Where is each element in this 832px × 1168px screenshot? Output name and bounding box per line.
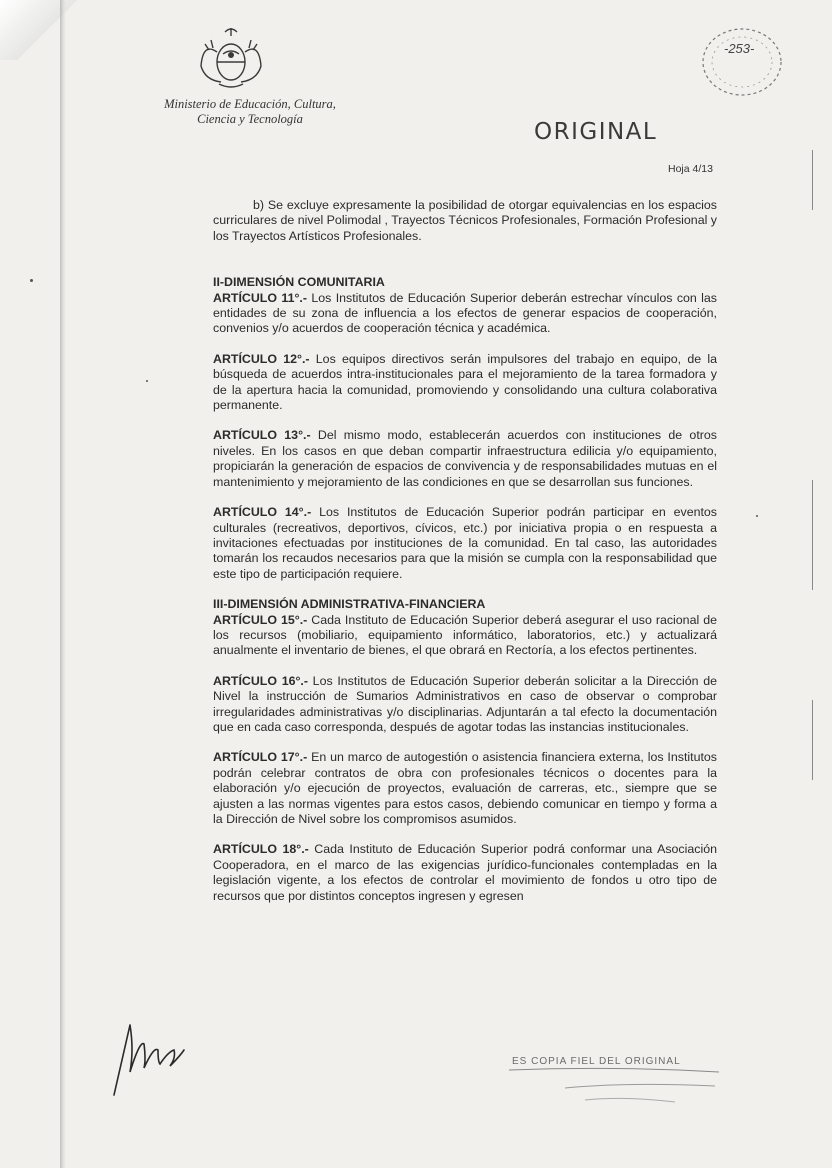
handwritten-signature (100, 1010, 200, 1110)
article-label: ARTÍCULO 12°.- (213, 351, 310, 366)
document-body (213, 198, 717, 919)
round-stamp-icon (700, 26, 784, 98)
article-text: Los Institutos de Educación Superior deberán solicitar a la Dirección de Nivel la instrucción de Sumarios Administrativos en caso de observar o comprobar irregularidades administrativas y/o disciplinarias. Adjuntarán a tal efecto la documentación que en cada caso corresponda, después de agotar todas las instancias institucionales. (213, 673, 717, 734)
article-text: Los equipos directivos serán impulsores del trabajo en equipo, de la búsqueda de acuerdos intra-institucionales para el mejoramiento de la tarea formadora y de la apertura hacia la comunidad, promoviendo y consolidando una cultura colaborativa permanente. (213, 351, 718, 413)
article-text: Los Institutos de Educación Superior podrán participar en eventos culturales (recreativos, deportivos, cívicos, etc.) por iniciativa propia o en respuesta a invitaciones efectuadas por instituciones de la comunidad. En tal caso, las autoridades tomarán los recaudos necesarios para que la misión se cumpla con la responsabilidad que este tipo de participación requiere. (213, 505, 718, 581)
article-label: ARTÍCULO 18°.- (213, 842, 309, 857)
article-17 (213, 750, 717, 827)
article-11 (213, 291, 717, 337)
article-label: ARTÍCULO 14°.- (213, 505, 312, 520)
article-label: ARTÍCULO 13°.- (213, 428, 311, 443)
section-title-administrativa: III-DIMENSIÓN ADMINISTRATIVA-FINANCIERA (213, 597, 486, 612)
folded-corner (0, 0, 110, 60)
ministry-line-1: Ministerio de Educación, Cultura, (164, 97, 336, 111)
article-13 (213, 428, 717, 490)
original-stamp: ORIGINAL (534, 119, 658, 145)
section-title-comunitaria: II-DIMENSIÓN COMUNITARIA (213, 275, 385, 290)
article-label: ARTÍCULO 16°.- (213, 673, 308, 688)
article-12 (213, 352, 717, 414)
page-number: Hoja 4/13 (668, 163, 713, 175)
intro-paragraph: b) Se excluye expresamente la posibilidad de otorgar equivalencias en los espacios curriculares de nivel Polimodal , Trayectos Técnicos Profesionales, Formación Profesional y los Trayectos Artísticos Profesionales. (213, 198, 717, 243)
article-text: Del mismo modo, establecerán acuerdos con instituciones de otros niveles. En los casos en que deban compartir infraestructura edilicia y/o equipamiento, propiciarán la generación de espacios de convivencia y de responsabilidades mutuas en el mantenimiento y mejoramiento de las condiciones en que se desarrollan sus funciones. (213, 428, 717, 489)
ministry-line-2: Ciencia y Tecnología (197, 112, 303, 126)
scan-speck (756, 515, 758, 517)
article-16 (213, 674, 717, 736)
article-text: Cada Instituto de Educación Superior podrá conformar una Asociación Cooperadora, en el marco de las exigencias jurídico-funcionales contempladas en la legislación vigente, a los efectos de controlar el movimiento de fondos u otro tipo de recursos que por distintos conceptos ingresen y egresen (213, 842, 717, 903)
article-label: ARTÍCULO 17°.- (213, 750, 308, 765)
scan-mark (812, 150, 813, 210)
ministry-name (120, 97, 380, 127)
article-text: Los Institutos de Educación Superior deberán estrechar vínculos con las entidades de su zona de influencia a los efectos de generar espacios de cooperación, convenios y/o acuerdos de cooperación técnica y académica. (213, 290, 717, 336)
article-18 (213, 842, 717, 904)
scan-mark (812, 700, 813, 780)
article-text: Cada Instituto de Educación Superior deberá asegurar el uso racional de los recursos (mobiliario, equipamiento informático, laboratorios, etc.) y actualizará anualmente el inventario de bienes, el que obrará en Rectoría, a los efectos pertinentes. (213, 612, 717, 658)
article-15 (213, 613, 717, 659)
scan-speck (30, 279, 33, 282)
article-label: ARTÍCULO 11°.- (213, 290, 307, 305)
article-label: ARTÍCULO 15°.- (213, 612, 308, 627)
article-14 (213, 505, 717, 582)
scan-speck (146, 380, 148, 382)
scan-mark (812, 480, 813, 590)
article-text: En un marco de autogestión o asistencia financiera externa, los Institutos podrán celebrar contratos de obra con profesionales técnicos o docentes para la elaboración y/o ejecución de proyectos, evaluación de carreras, etc., siempre que se ajusten a las normas vigentes para estos casos, debiendo comunicar en tiempo y forma a la Dirección de Nivel sobre los compromisos asumidos. (213, 750, 717, 826)
binding-edge (60, 0, 66, 1168)
certification-stamp-text: ES COPIA FIEL DEL ORIGINAL (512, 1056, 681, 1067)
coat-of-arms-icon (195, 22, 267, 94)
folio-number: -253- (724, 41, 755, 56)
